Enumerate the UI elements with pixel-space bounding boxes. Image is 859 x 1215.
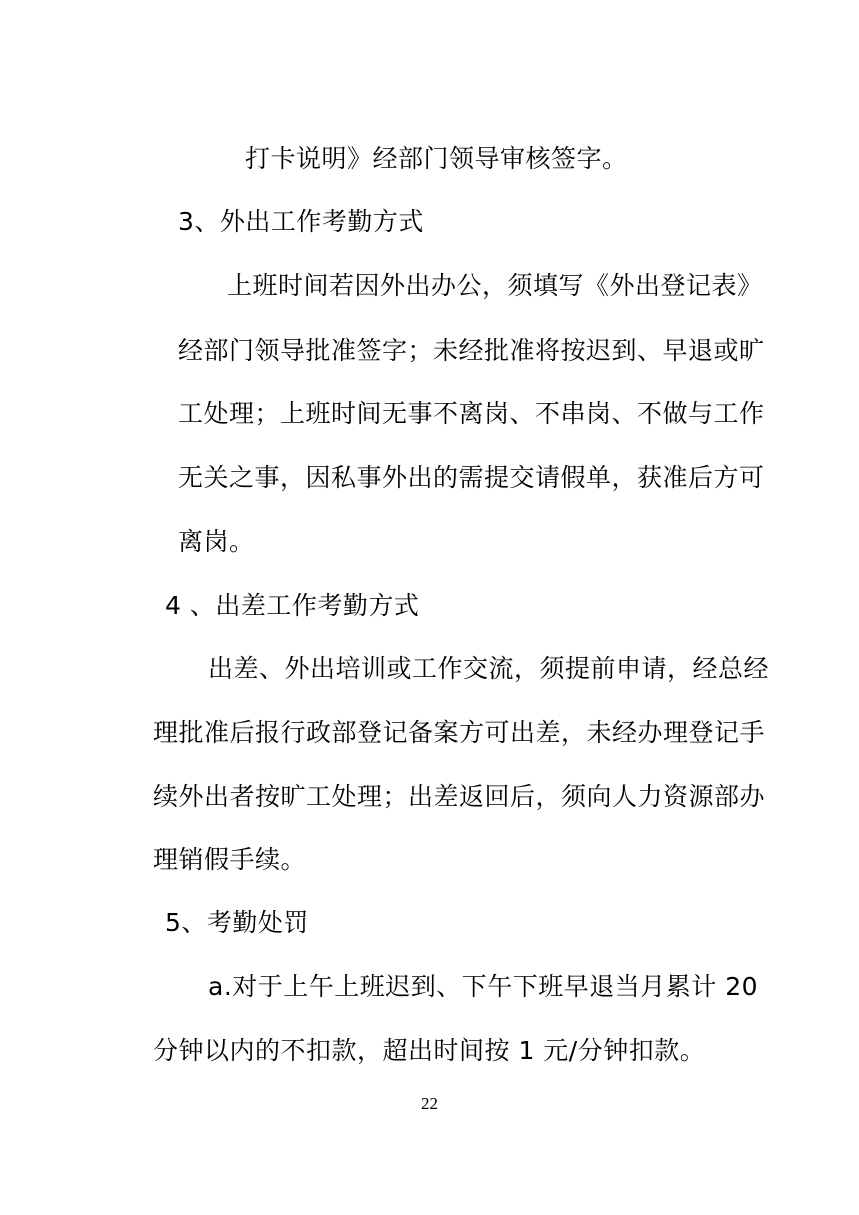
text-line-1: 打卡说明》经部门领导审核签字。 [245,144,628,173]
text-line-6: 无关之事，因私事外出的需提交请假单，获准后方可 [178,463,765,492]
text-line-5: 工处理；上班时间无事不离岗、不串岗、不做与工作 [178,399,765,428]
text-line-11: 续外出者按旷工处理；出差返回后，须向人力资源部办 [153,782,766,811]
page-number: 22 [421,1094,438,1113]
text-line-9: 出差、外出培训或工作交流，须提前申请，经总经 [208,654,770,683]
text-line-7: 离岗。 [178,527,255,556]
text-line-3: 上班时间若因外出办公，须填写《外出登记表》 [227,271,763,300]
text-line-4: 经部门领导批准签字；未经批准将按迟到、早退或旷 [178,336,765,365]
section-heading-4: 4 、出差工作考勤方式 [165,591,420,620]
section-heading-5: 5、考勤处罚 [165,908,309,937]
section-heading-3: 3、外出工作考勤方式 [178,207,424,236]
text-line-15: 分钟以内的不扣款，超出时间按 1 元/分钟扣款。 [153,1036,706,1065]
text-line-10: 理批准后报行政部登记备案方可出差，未经办理登记手 [153,718,766,747]
text-line-14: a.对于上午上班迟到、下午下班早退当月累计 20 [208,972,759,1001]
text-line-12: 理销假手续。 [153,845,307,874]
